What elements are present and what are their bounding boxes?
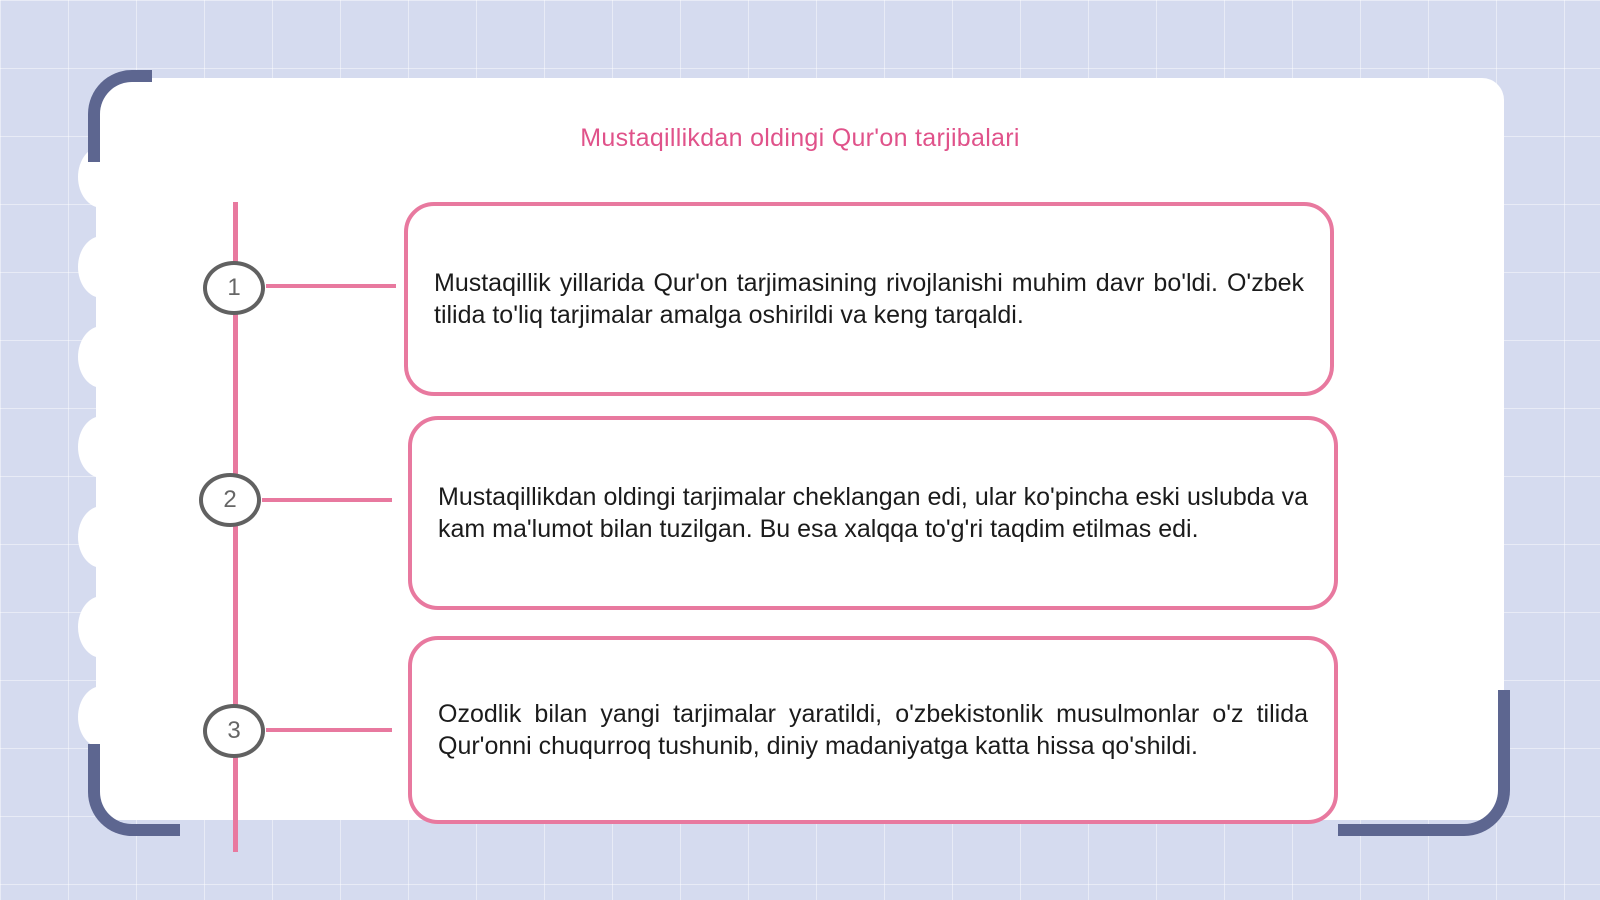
step-card bbox=[408, 636, 1338, 824]
corner-bracket-bottom-right bbox=[1338, 690, 1510, 836]
step-text: Ozodlik bilan yangi tarjimalar yaratildi, o'zbekistonlik musulmonlar o'z tilida Qur'onni chuqurroq tushunib, diniy madaniyatga katta hissa qo'shildi. bbox=[438, 700, 1308, 760]
step-card bbox=[404, 202, 1334, 396]
paper-scallop bbox=[78, 236, 126, 298]
slide-title: Mustaqillikdan oldingi Qur'on tarjibalari bbox=[580, 124, 1020, 152]
paper-scallop bbox=[78, 326, 126, 388]
step-text: Mustaqillik yillarida Qur'on tarjimasining rivojlanishi muhim davr bo'ldi. O'zbek tilida to'liq tarjimalar amalga oshirildi va keng tarqaldi. bbox=[434, 269, 1304, 329]
paper-scallop bbox=[78, 596, 126, 658]
paper-scallop bbox=[78, 506, 126, 568]
step-number-circle: 2 bbox=[199, 473, 261, 527]
step-number-circle: 1 bbox=[203, 261, 265, 315]
step-connector bbox=[262, 498, 392, 502]
step-connector bbox=[266, 284, 396, 288]
corner-bracket-bottom-left bbox=[88, 744, 180, 836]
step-card bbox=[408, 416, 1338, 610]
step-connector bbox=[266, 728, 392, 732]
paper-scallop bbox=[78, 416, 126, 478]
paper-scallop bbox=[78, 686, 126, 748]
step-number-circle: 3 bbox=[203, 704, 265, 758]
step-text: Mustaqillikdan oldingi tarjimalar cheklangan edi, ular ko'pincha eski uslubda va kam ma'lumot bilan tuzilgan. Bu esa xalqqa to'g'ri taqdim etilmas edi. bbox=[438, 483, 1308, 543]
